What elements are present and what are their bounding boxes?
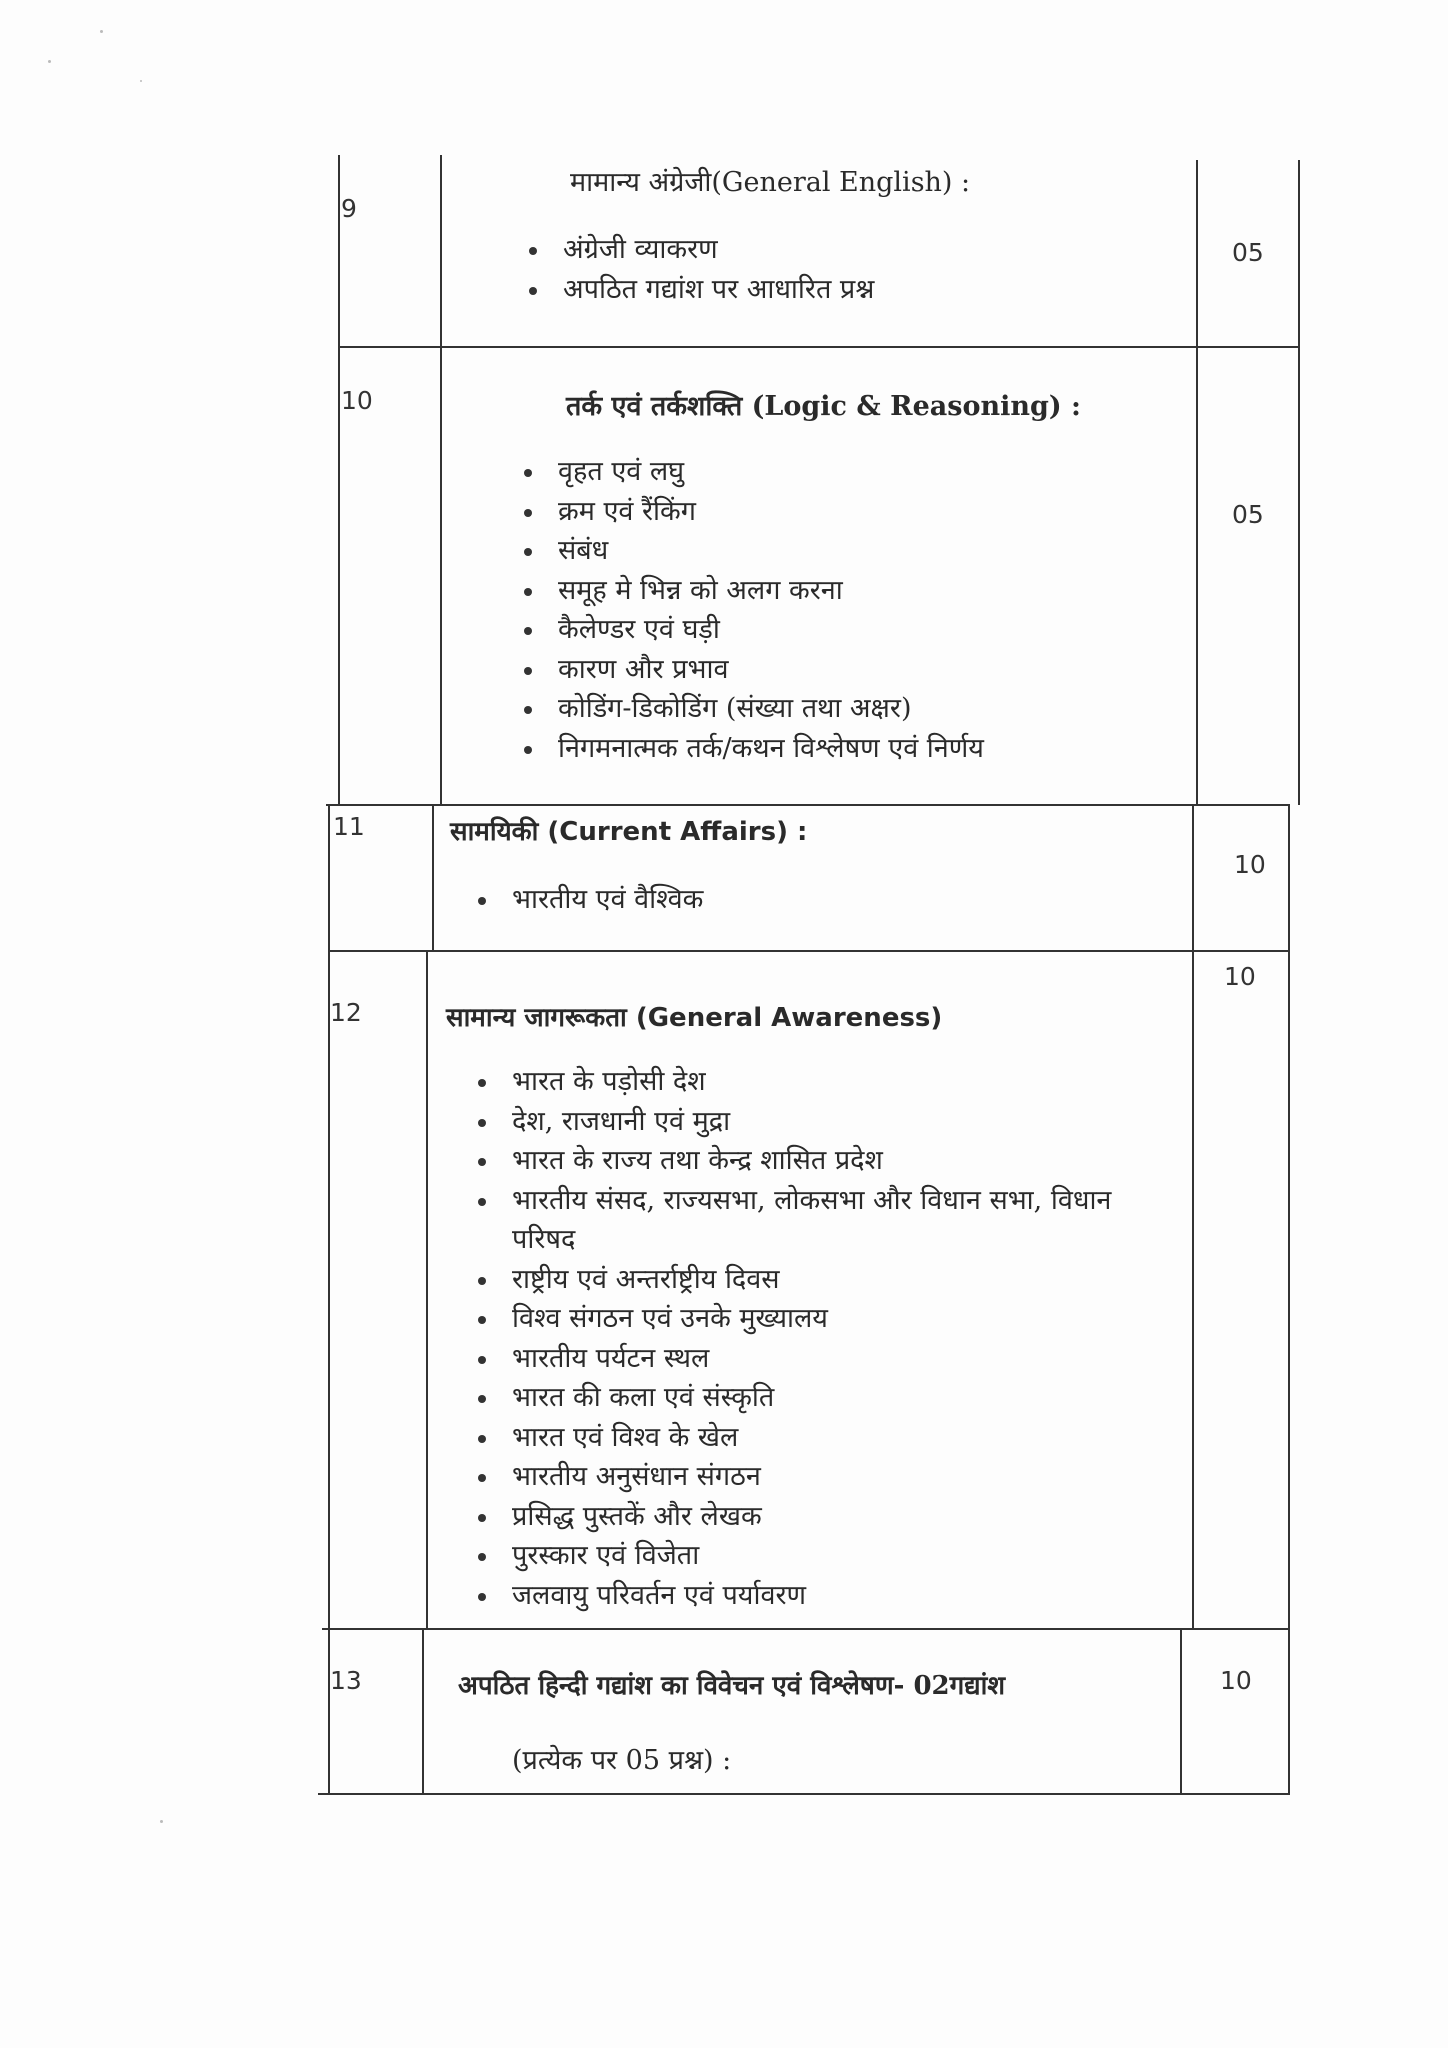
row-divider-11-12 xyxy=(328,950,1290,952)
list-item: भारत के राज्य तथा केन्द्र शासित प्रदेश xyxy=(472,1141,1182,1181)
row-heading: अपठित हिन्दी गद्यांश का विवेचन एवं विश्लेषण- 02गद्यांश xyxy=(458,1671,1006,1701)
list-item: क्रम एवं रैंकिंग xyxy=(518,492,984,532)
table-marks-divider-lower-b xyxy=(1180,1628,1182,1794)
list-item: भारतीय पर्यटन स्थल xyxy=(472,1339,1182,1379)
topic-list xyxy=(518,452,984,768)
list-item: देश, राजधानी एवं मुद्रा xyxy=(472,1102,1182,1142)
row-marks: 10 xyxy=(1234,850,1266,879)
row-subtext: (प्रत्येक पर 05 प्रश्न) : xyxy=(512,1745,732,1776)
table-divider-lower-b xyxy=(426,950,428,1630)
row-marks: 10 xyxy=(1224,962,1256,991)
table-divider-lower-a xyxy=(432,804,434,952)
row-number: 12 xyxy=(330,998,362,1027)
table-border-left-upper xyxy=(338,155,340,805)
row-marks: 05 xyxy=(1232,500,1264,529)
topic-list xyxy=(472,1062,1182,1615)
row-number: 10 xyxy=(341,386,373,415)
topic-list xyxy=(472,880,703,920)
list-item: भारत एवं विश्व के खेल xyxy=(472,1418,1182,1458)
list-item: कारण और प्रभाव xyxy=(518,650,984,690)
row-divider-12-13 xyxy=(322,1628,1288,1630)
list-item: कैलेण्डर एवं घड़ी xyxy=(518,610,984,650)
scan-speck xyxy=(140,80,142,82)
list-item: विश्व संगठन एवं उनके मुख्यालय xyxy=(472,1299,1182,1339)
list-item: जलवायु परिवर्तन एवं पर्यावरण xyxy=(472,1576,1182,1616)
list-item: अपठित गद्यांश पर आधारित प्रश्न xyxy=(523,270,874,310)
list-item: भारतीय एवं वैश्विक xyxy=(472,880,703,920)
row-marks: 10 xyxy=(1220,1666,1252,1695)
list-item: भारतीय अनुसंधान संगठन xyxy=(472,1457,1182,1497)
table-marks-divider-lower-a xyxy=(1192,804,1194,1630)
scan-speck xyxy=(48,60,51,63)
scan-speck xyxy=(160,1820,163,1823)
table-bottom-border xyxy=(318,1793,1290,1795)
list-item: भारत की कला एवं संस्कृति xyxy=(472,1378,1182,1418)
row-number: 9 xyxy=(341,194,357,223)
list-item: निगमनात्मक तर्क/कथन विश्लेषण एवं निर्णय xyxy=(518,729,984,769)
list-item: राष्ट्रीय एवं अन्तर्राष्ट्रीय दिवस xyxy=(472,1260,1182,1300)
table-border-left-lower xyxy=(328,804,330,1794)
row-divider-10-11 xyxy=(326,804,1288,806)
scan-speck xyxy=(100,30,103,33)
row-heading: मामान्य अंग्रेजी(General English) : xyxy=(570,167,971,198)
list-item: समूह मे भिन्न को अलग करना xyxy=(518,571,984,611)
row-divider-9-10 xyxy=(338,346,1300,348)
table-border-outer-right-upper xyxy=(1298,160,1300,805)
row-number: 13 xyxy=(330,1666,362,1695)
table-border-right-lower xyxy=(1288,804,1290,1794)
row-heading: तर्क एवं तर्कशक्ति (Logic & Reasoning) : xyxy=(566,391,1081,422)
table-border-right-upper xyxy=(1196,160,1198,805)
table-divider-upper xyxy=(440,155,442,805)
table-divider-lower-c xyxy=(422,1628,424,1794)
list-item: प्रसिद्ध पुस्तकें और लेखक xyxy=(472,1497,1182,1537)
list-item: संबंध xyxy=(518,531,984,571)
list-item: पुरस्कार एवं विजेता xyxy=(472,1536,1182,1576)
topic-list xyxy=(523,230,874,309)
list-item: भारत के पड़ोसी देश xyxy=(472,1062,1182,1102)
list-item: कोडिंग-डिकोडिंग (संख्या तथा अक्षर) xyxy=(518,689,984,729)
row-number: 11 xyxy=(333,812,365,841)
row-heading: सामान्य जागरूकता (General Awareness) xyxy=(446,1003,943,1033)
list-item: वृहत एवं लघु xyxy=(518,452,984,492)
list-item: अंग्रेजी व्याकरण xyxy=(523,230,874,270)
list-item: भारतीय संसद, राज्यसभा, लोकसभा और विधान सभा, विधान परिषद xyxy=(472,1181,1182,1260)
row-marks: 05 xyxy=(1232,238,1264,267)
row-heading: सामयिकी (Current Affairs) : xyxy=(450,817,808,847)
